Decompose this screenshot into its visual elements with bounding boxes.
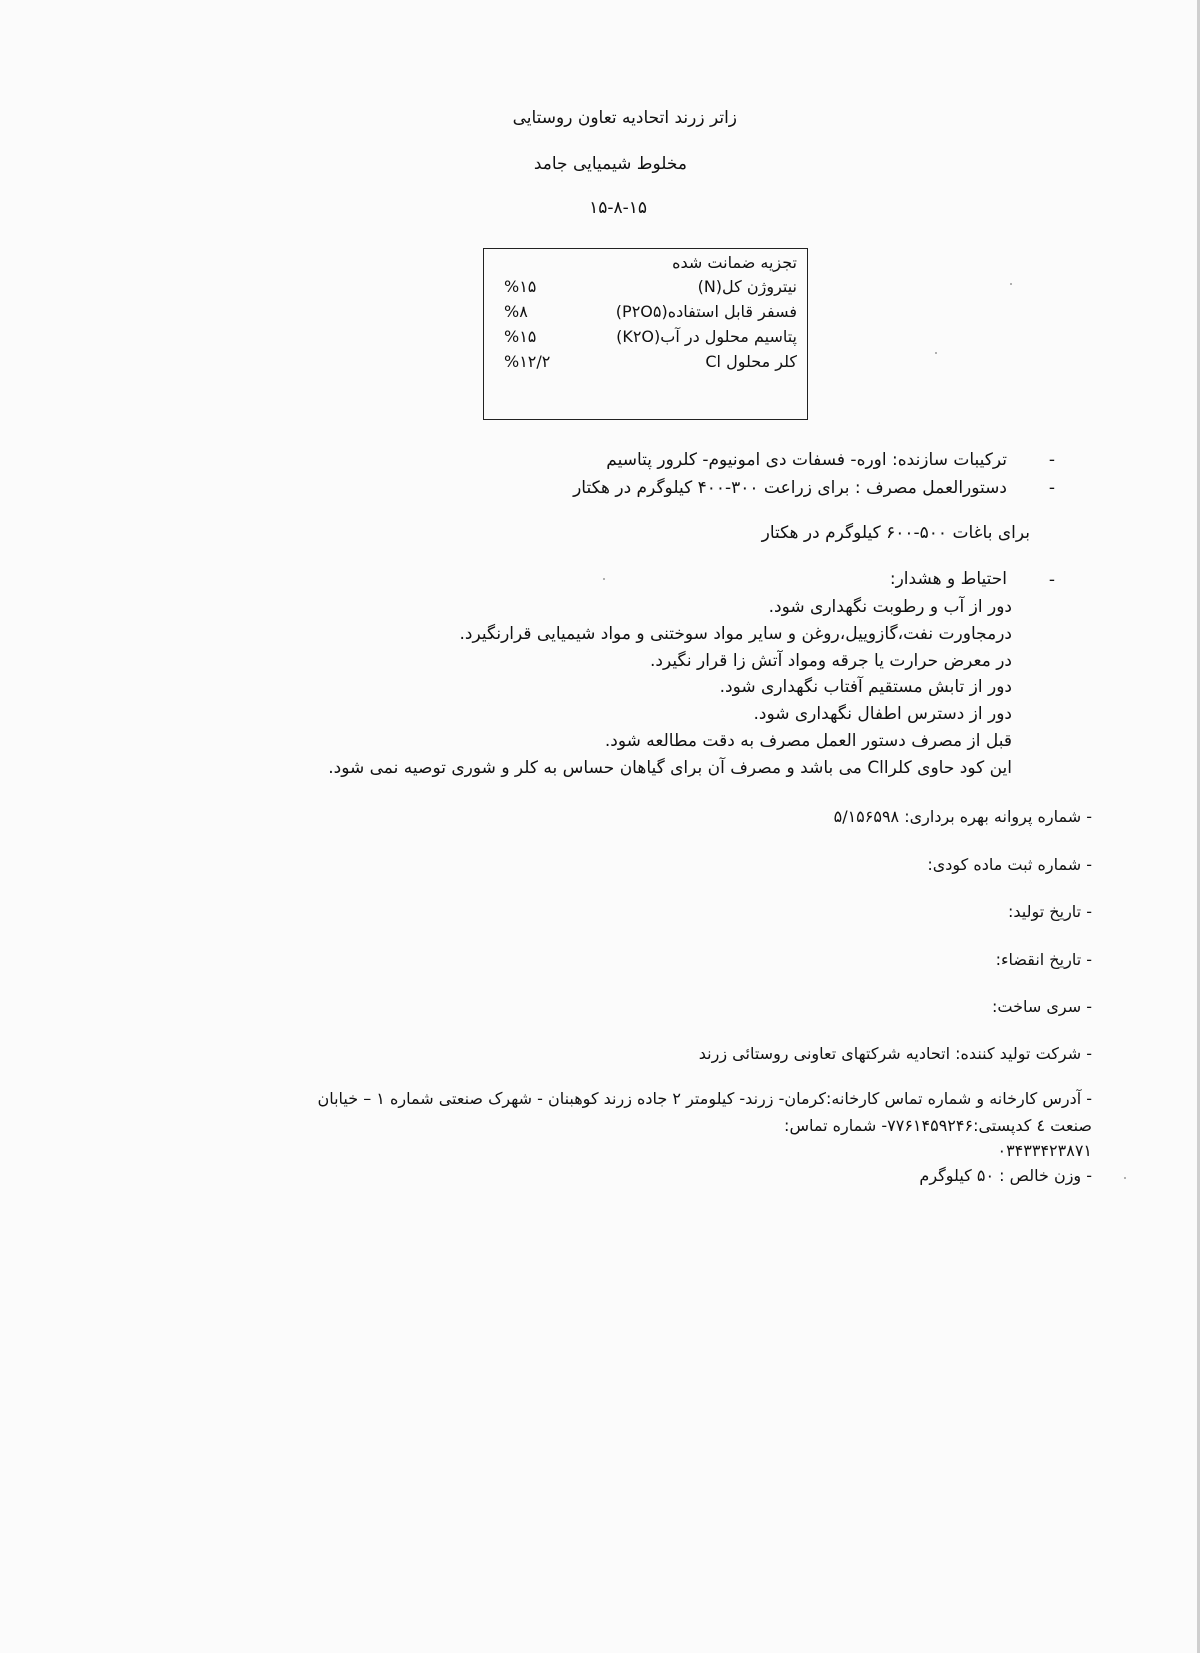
analysis-label: پتاسیم محلول در آب(K۲O): [616, 327, 797, 346]
expiry-date: - تاریخ انقضاء:: [995, 950, 1092, 969]
net-weight: - وزن خالص : ۵۰ کیلوگرم: [919, 1166, 1092, 1185]
bullet-dash: -: [1048, 450, 1055, 470]
warnings-title: احتیاط و هشدار:: [889, 569, 1007, 589]
usage-text-orchards: برای باغات ۵۰۰-۶۰۰ کیلوگرم در هکتار: [761, 523, 1030, 543]
warning-item: در معرض حرارت یا جرقه ومواد آتش زا قرار نگیرد.: [649, 651, 1012, 671]
guaranteed-analysis-box: [483, 248, 808, 420]
bullet-dash: -: [1048, 570, 1055, 590]
analysis-row-nitrogen: [484, 277, 807, 301]
usage-text: دستورالعمل مصرف : برای زراعت ۳۰۰-۴۰۰ کیلوگرم در هکتار: [573, 478, 1007, 498]
scan-speck: [1010, 283, 1012, 285]
analysis-value: %۱۲/۲: [504, 352, 551, 371]
analysis-label: کلر محلول Cl: [705, 352, 797, 371]
guaranteed-analysis-title: تجزیه ضمانت شده: [672, 253, 797, 272]
manufacturer: - شرکت تولید کننده: اتحادیه شرکتهای تعاونی روستائی زرند: [698, 1044, 1092, 1063]
license-number: - شماره پروانه بهره برداری: ۵/۱۵۶۵۹۸: [833, 807, 1092, 826]
document-subtitle: مخلوط شیمیایی جامد: [533, 154, 687, 174]
production-date: - تاریخ تولید:: [1008, 902, 1092, 921]
factory-address: - آدرس کارخانه و شماره تماس کارخانه:کرمان- زرند- کیلومتر ۲ جاده زرند کوهبنان - شهرک صنعتی شماره ۱ – خیابان: [317, 1089, 1092, 1108]
batch-number: - سری ساخت:: [992, 997, 1092, 1016]
analysis-row-chlorine: [484, 352, 807, 376]
warning-item: دور از آب و رطوبت نگهداری شود.: [768, 597, 1012, 617]
scan-speck: [1124, 1177, 1126, 1179]
factory-phone: ۰۳۴۳۳۴۲۳۸۷۱: [997, 1141, 1092, 1160]
warning-item: قبل از مصرف دستور العمل مصرف به دقت مطالعه شود.: [604, 731, 1012, 751]
analysis-value: %۱۵: [504, 277, 537, 296]
analysis-label: نیتروژن کل(N): [697, 277, 797, 296]
bullet-dash: -: [1048, 478, 1055, 498]
analysis-row-phosphorus: [484, 302, 807, 326]
warning-item: دور از تابش مستقیم آفتاب نگهداری شود.: [719, 677, 1012, 697]
registration-number: - شماره ثبت ماده کودی:: [927, 855, 1092, 874]
warning-item: دور از دسترس اطفال نگهداری شود.: [753, 704, 1012, 724]
analysis-value: %۸: [504, 302, 528, 321]
warning-item: این کود حاوی کلراCl می باشد و مصرف آن برای گیاهان حساس به کلر و شوری توصیه نمی شود.: [328, 758, 1012, 778]
analysis-row-potassium: [484, 327, 807, 351]
analysis-value: %۱۵: [504, 327, 537, 346]
analysis-label: فسفر قابل استفاده(P۲O۵): [615, 302, 797, 321]
factory-address-cont: صنعت ٤ کدپستی:۷۷۶۱۴۵۹۲۴۶- شماره تماس:: [784, 1116, 1092, 1135]
scan-speck: [603, 578, 605, 580]
scan-speck: [935, 352, 937, 354]
warning-item: درمجاورت نفت،گازوییل،روغن و سایر مواد سوختنی و مواد شیمیایی قرارنگیرد.: [459, 624, 1012, 644]
composition-text: ترکیبات سازنده: اوره- فسفات دی امونیوم- کلرور پتاسیم: [606, 450, 1007, 470]
document-title: زاتر زرند اتحادیه تعاون روستایی: [512, 108, 737, 128]
formula-code: ۱۵-۸-۱۵: [589, 198, 647, 218]
